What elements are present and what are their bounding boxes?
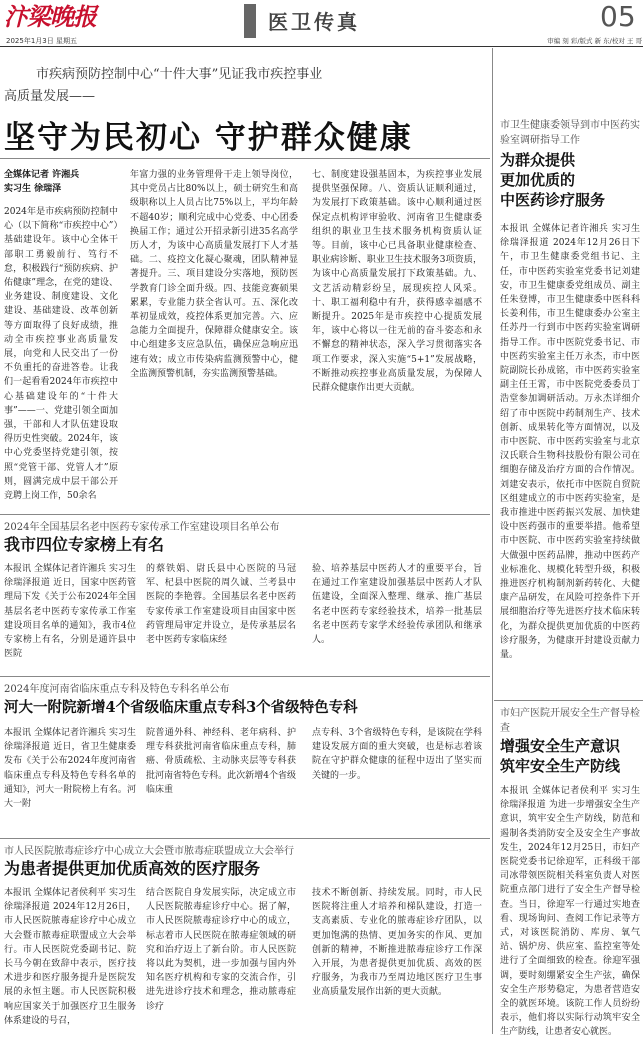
section-bar — [244, 4, 256, 38]
issue-date: 2025年1月3日 星期五 — [6, 37, 77, 45]
lead-kicker-2: 高质量发展—— — [4, 89, 96, 104]
column-separator — [492, 48, 493, 1034]
side1-headline-1: 为群众提供 — [500, 151, 576, 169]
lead-column-3: 七、制度建设强基固本，为疾控事业发展提供坚强保障。八、资质认证顺利通过，为发展打下政策基础。该中心顺利通过医保定点机构评审验收、河南省卫生健康委组织的职业卫生技术服务机构资质认证等。目前，该中心已具备职业健康检查、职业病诊断、职业卫生技术服务3项资质，为该中心高质量发展打下政策基础。九、文艺活动精彩纷呈，展现疾控人风采。十、职工福利稳中有升，获得感幸福感不断提升。2025年是市疾控中心提质发展年，该中心将以一往无前的奋斗姿态和永不懈怠的精神状态，深入学习贯彻落实各项工作要求，深入实施“5+1”发展战略，不断推动疾控事业高质量发展，为保障人民群众健康作出更大贡献。 — [312, 170, 482, 394]
story2-column-2: 的蔡铁娟、尉氏县中心医院的马冠军、杞县中医院的周久诚、兰考县中医院的李艳蓉。全国基层名老中医药专家传承工作室建设项目由国家中医药管理局审定并设立，是传承基层名老中医药专家临床经 — [146, 564, 296, 646]
side2-body: 本报讯 全媒体记者侯利平 实习生徐瑞泽报道 为进一步增强安全生产意识，筑牢安全生产防线，防范和遏制各类消防安全及安全生产事故发生，2024年12月25日，市妇产医院党委书记徐迎军，正科级干部司冰带领医院相关科室负责人对医院重点部门进行了安全生产督导检查。当日，徐迎军一行通过实地查看、现场询问、查阅工作记录等方式，对该医院消防、库房、氧气站、锅炉房、供应室、监控室等处进行了全面细致的检查。徐迎军强调，要时刻绷紧安全生产弦，确保安全生产形势稳定，为患者营造安全的就医环境。该院工作人员纷纷表示，他们将以实际行动筑牢安全生产防线，让患者安心就医。 — [500, 786, 640, 1038]
story3-column-2: 院普通外科、神经科、老年病科、护理专科获批河南省临床重点专科，肺癌、骨质疏松、主动脉夹层等专科获批河南省特色专科。此次新增4个省级临床重 — [146, 728, 296, 795]
lead-kicker: 市疾病预防控制中心“十件大事”见证我市疾控事业 — [36, 67, 323, 82]
story3-divider — [0, 676, 490, 677]
side1-kicker: 市卫生健康委领导到市中医药实验室调研指导工作 — [500, 120, 640, 146]
lead-byline: 全媒体记者 许湘兵 — [4, 170, 80, 180]
story2-column-1: 本报讯 全媒体记者许湘兵 实习生徐瑞泽报道 近日，国家中医药管理局下发《关于公布2024年全国基层名老中医药专家传承工作室建设项目名单的通知》，我市4位专家榜上有名，分别是通许县中医院 — [4, 564, 136, 660]
section-title: 医卫传真 — [268, 10, 360, 34]
story4-kicker: 市人民医院脓毒症诊疗中心成立大会暨市脓毒症联盟成立大会举行 — [4, 846, 294, 857]
story4-column-1: 本报讯 全媒体记者侯利平 实习生徐瑞泽报道 2024年12月26日，市人民医院脓毒症诊疗中心成立大会暨市脓毒症联盟成立大会举行。市人民医院党委副书记、院长马今朝在致辞中表示，医疗技术进步和医疗服务提升是医院发展的永恒主题。市人民医院积极响应国家关于加强医疗卫生服务体系建设的号召， — [4, 888, 136, 1026]
lead-column-2: 年富力强的业务管理骨干走上领导岗位，其中党员占比80%以上，硕士研究生和高级职称以上人员占比75%以上，平均年龄不超40岁；顺利完成中心党委、中心团委换届工作；通过公开招录新引进35名高学历人才，为该中心高质量发展打下人才基础。二、疫控文化凝心聚魂，团队精神显著提升。三、项目建设分实落地，预防医学教育门诊全面升级。四、技能竞赛硕果累累，专业能力获全省认可。五、深化改革初显成效，疫控体系更加完善。六、应急能力全面提升，保障群众健康安全。该中心组建多支应急队伍，确保应急响应迅速有效；成立市传染病监测预警中心，健全监测预警机制，夯实监测预警基础。 — [130, 170, 298, 379]
story4-column-2: 结合医院自身发展实际，决定成立市人民医院脓毒症诊疗中心。据了解，市人民医院脓毒症诊疗中心的成立，标志着市人民医院在脓毒症领域的研究和治疗迈上了新台阶。市人民医院将以此为契机，进一步加强与国内外知名医疗机构和专家的交流合作，引进先进诊疗技术和理念，推动脓毒症诊疗 — [146, 888, 296, 1012]
side2-kicker: 市妇产医院开展安全生产督导检查 — [500, 708, 640, 734]
story2-divider — [0, 514, 490, 515]
story3-kicker: 2024年度河南省临床重点专科及特色专科名单公布 — [4, 684, 230, 695]
lead-byline-2: 实习生 徐瑞泽 — [4, 184, 62, 194]
header-divider — [0, 46, 643, 47]
editor-credits: 审编 刻 彩/版式 新 东/校对 王 哥 — [547, 37, 642, 45]
side2-headline-2: 筑牢安全生产防线 — [500, 757, 621, 775]
lead-column-1: 2024年是市疾病预防控制中心（以下简称“市疾控中心”）基础建设年。该中心全体干部职工勇毅前行、笃行不怠，积极践行“预防疾病、护佑健康”理念，在党的建设、业务建设、制度建设、文化建设、基础建设、改革创新等方面取得了良好成绩，推动全市疾控事业高质量发展，向党和人民交出了一份不负重托的奋进答卷。让我们一起看看2024年市疾控中心基础建设年的“十件大事”——一、党建引领全面加强，干部和人才队伍建设取得历史性突破。2024年，该中心党委坚持党建引领，按照“党管干部、党管人才”原则，圆满完成中层干部公开竞聘上岗工作，50余名 — [4, 207, 118, 502]
story3-headline: 河大一附院新增4个省级临床重点专科3个省级特色专科 — [4, 699, 358, 716]
side1-body: 本报讯 全媒体记者许湘兵 实习生徐瑞泽报道 2024年12月26日下午，市卫生健康委党组书记、主任，市中医药实验室党委书记刘建安，市卫生健康委党组成员、副主任朱登博，市卫生健康委中医科科长姜利伟，市卫生健康委办公室主任苏丹一行到市中医药实验室调研指导工作。市中医院党委书记、市中医药实验室主任万永杰，市中医院副院长孙成铭，市中医药实验室副主任王霄，市中医院党委委员丁浩堂参加调研活动。万永杰详细介绍了市中医院中药制剂生产、技术创新、成果转化等方面情况，以及市中医院、市中医药实验室与北京汉氏联合生物科技股份有限公司在细胞存储及治疗方面的合作情况。刘建安表示，依托市中医院自贸院区组建成立的市中医药实验室，是我市推进中医药振兴发展、加快建设中医药强市的重要举措。他希望市中医院、市中医药实验室持续做大做强中医药品牌，推动中医药产业标准化、规模化转型升级，积极推进医疗机构制剂新药转化、大健康产品研发，在风险可控条件下开展细胞治疗等先进医疗技术临床转化，为群众提供更加优质的中医药诊疗服务，为健康开封建设贡献力量。 — [500, 224, 640, 661]
side1-headline-2: 更加优质的 — [500, 171, 576, 189]
side2-headline-1: 增强安全生产意识 — [500, 737, 621, 755]
story3-column-1: 本报讯 全媒体记者许湘兵 实习生徐瑞泽报道 近日，省卫生健康委发布《关于公布2024年度河南省临床重点专科及特色专科名单的通知》，河大一附院榜上有名。河大一附 — [4, 728, 136, 810]
story2-headline: 我市四位专家榜上有名 — [4, 535, 165, 554]
story2-kicker: 2024年全国基层名老中医药专家传承工作室建设项目名单公布 — [4, 522, 280, 533]
story4-divider — [0, 838, 490, 839]
lead-divider — [0, 158, 490, 159]
story2-column-3: 验、培养基层中医药人才的重要平台，旨在通过工作室建设加强基层中医药人才队伍建设，全面深入整理、继承、推广基层名老中医药专家经验技术，培养一批基层名老中医药专家学术经验传承团队和继承人。 — [312, 564, 482, 646]
lead-headline: 坚守为民初心 守护群众健康 — [4, 120, 413, 156]
story4-column-3: 技术不断创新、持续发展。同时，市人民医院将注重人才培养和梯队建设，打造一支高素质、专业化的脓毒症诊疗团队，以更加饱满的热情、更加务实的作风、更加创新的精神，不断推进脓毒症诊疗工作深入开展，为患者提供更加优质、高效的医疗服务，为我市乃至周边地区医疗卫生事业高质量发展作出新的更大贡献。 — [312, 888, 482, 998]
side1-headline-3: 中医药诊疗服务 — [500, 191, 606, 209]
story3-column-3: 点专科、3个省级特色专科，是该院在学科建设发展方面的重大突破，也是标志着该院在守护群众健康的征程中迈出了坚实而关键的一步。 — [312, 728, 482, 781]
page-number: 05 — [600, 0, 636, 33]
newspaper-logo: 汴梁晚报 — [4, 3, 96, 31]
side2-divider — [494, 700, 643, 701]
story4-headline: 为患者提供更加优质高效的医疗服务 — [4, 859, 261, 878]
